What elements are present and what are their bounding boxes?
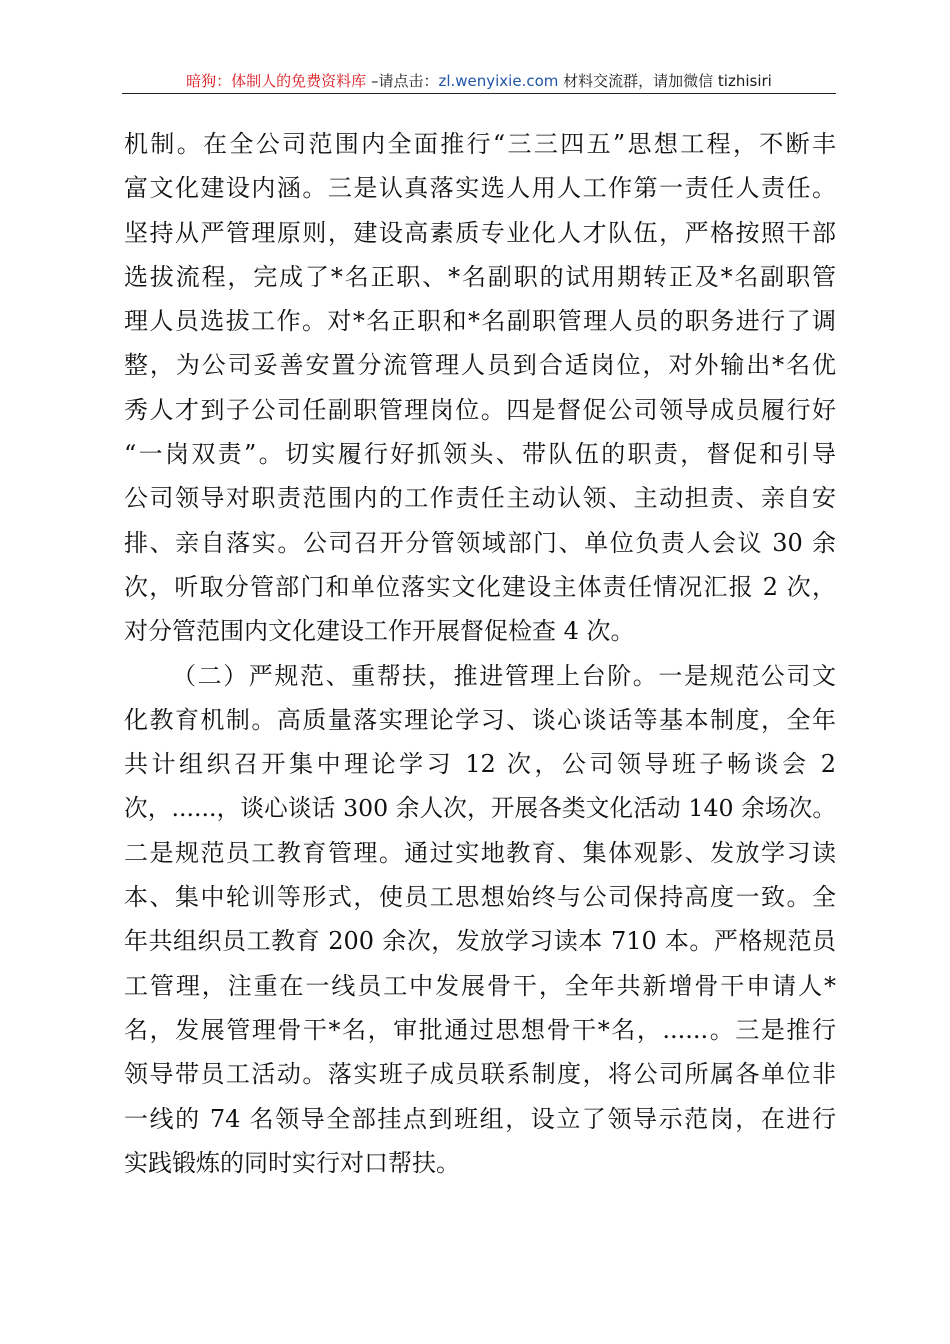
paragraph-line: 工管理，注重在一线员工中发展骨干，全年共新增骨干申请人*: [124, 971, 836, 1000]
header-site-link[interactable]: zl.wenyixie.com: [438, 72, 559, 90]
paragraph-line: 机制。在全公司范围内全面推行“三三四五”思想工程，不断丰: [124, 130, 836, 158]
header-divider: [122, 93, 836, 94]
header-site-name: 暗狗：体制人的免费资料库: [186, 72, 367, 90]
paragraph-line: 次，听取分管部门和单位落实文化建设主体责任情况汇报 2 次，: [124, 572, 836, 601]
paragraph-line: 一线的 74 名领导全部挂点到班组，设立了领导示范岗，在进行: [124, 1104, 836, 1133]
paragraph-line: 选拔流程，完成了*名正职、*名副职的试用期转正及*名副职管: [124, 262, 836, 291]
paragraph-line: 年共组织员工教育 200 余次，发放学习读本 710 本。严格规范员: [124, 927, 836, 956]
header-wechat-note: 材料交流群，请加微信 tizhisiri: [558, 72, 772, 90]
paragraph-line: 理人员选拔工作。对*名正职和*名副职管理人员的职务进行了调: [124, 307, 836, 336]
paragraph-line: 富文化建设内涵。三是认真落实选人用人工作第一责任人责任。: [124, 174, 836, 203]
header-click-prompt: –请点击：: [366, 72, 439, 90]
document-body: [124, 122, 836, 1185]
paragraph-line: 对分管范围内文化建设工作开展督促检查 4 次。: [124, 617, 635, 646]
paragraph-line: 二是规范员工教育管理。通过实地教育、集体观影、发放学习读: [124, 838, 836, 867]
paragraph-line: 秀人才到子公司任副职管理岗位。四是督促公司领导成员履行好: [124, 395, 836, 424]
paragraph-line: 次，......，谈心谈话 300 余人次，开展各类文化活动 140 余场次。: [124, 794, 836, 823]
paragraph-line: 排、亲自落实。公司召开分管领域部门、单位负责人会议 30 余: [124, 528, 836, 557]
paragraph-2: [124, 654, 836, 1186]
paragraph-line: 实践锻炼的同时实行对口帮扶。: [124, 1148, 460, 1177]
paragraph-line: 名，发展管理骨干*名，审批通过思想骨干*名，......。三是推行: [124, 1015, 836, 1044]
paragraph-line: 领导带员工活动。落实班子成员联系制度，将公司所属各单位非: [124, 1060, 836, 1089]
paragraph-line: 本、集中轮训等形式，使员工思想始终与公司保持高度一致。全: [124, 883, 836, 912]
page-header: [122, 66, 836, 96]
paragraph-line: 化教育机制。高质量落实理论学习、谈心谈话等基本制度，全年: [124, 705, 836, 734]
paragraph-line: 整，为公司妥善安置分流管理人员到合适岗位，对外输出*名优: [124, 351, 836, 380]
paragraph-1: [124, 122, 836, 654]
paragraph-line: “一岗双责”。切实履行好抓领头、带队伍的职责，督促和引导: [124, 440, 836, 469]
paragraph-line: （二）严规范、重帮扶，推进管理上台阶。一是规范公司文: [172, 661, 836, 690]
paragraph-line: 公司领导对职责范围内的工作责任主动认领、主动担责、亲自安: [124, 484, 836, 513]
paragraph-line: 坚持从严管理原则，建设高素质专业化人才队伍，严格按照干部: [124, 218, 836, 247]
paragraph-line: 共计组织召开集中理论学习 12 次，公司领导班子畅谈会 2: [124, 750, 836, 779]
